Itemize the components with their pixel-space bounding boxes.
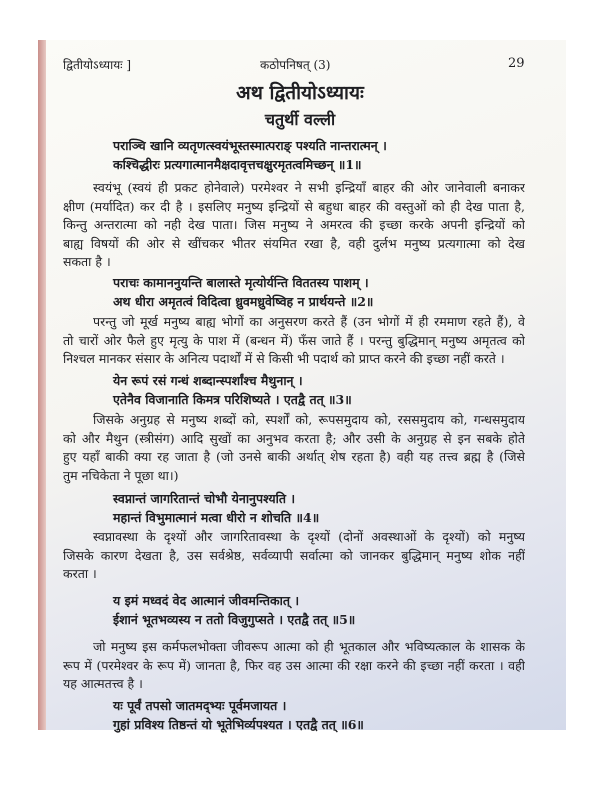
paragraph-line: तुम नचिकेता ने पूछा था।) [63, 467, 179, 483]
paragraph-line: क्षीण (मर्यादित) कर दी है । इसलिए मनुष्य इन्द्रियों से बहुधा बाहर की वस्तुओं को ही देख पाता है, [63, 198, 525, 214]
verse-line: यः पूर्वं तपसो जातमद्भ्यः पूर्वमजायत । [113, 698, 287, 713]
verse-line: ईशानं भूतभव्यस्य न ततो विजुगुप्सते । एतद्वै तत् ॥5॥ [113, 612, 356, 627]
verse-line: येन रूपं रसं गन्धं शब्दान्स्पर्शांश्च मैथुनान् । [113, 373, 303, 388]
verse-line: गुहां प्रविश्य तिष्ठन्तं यो भूतेभिर्व्यपश्यत । एतद्वै तत् ॥6॥ [113, 717, 364, 732]
running-header-left: द्वितीयोऽध्यायः ] [63, 58, 132, 72]
page-number: 29 [508, 56, 525, 71]
sanskrit-verse [113, 136, 387, 174]
sanskrit-verse [113, 696, 364, 734]
verse-line: य इमं मध्वदं वेद आत्मानं जीवमन्तिकात् । [113, 593, 300, 608]
paragraph-line: निश्चल मानकर संसार के अनित्य पदार्थों में से किसी भी पदार्थ को प्राप्त करने की इच्छा नहीं करते । [63, 351, 505, 366]
sanskrit-verse [113, 489, 319, 527]
hindi-paragraph [63, 528, 525, 584]
verse-line: पराञ्चि खानि व्यतृणत्स्वयंभूस्तस्मात्पराङ् पश्यति नान्तरात्मन् । [113, 138, 387, 153]
paragraph-line: जिसके अनुग्रह से मनुष्य शब्दों को, स्पर्शों को, रूपसमुदाय को, रससमुदाय को, गन्धसमुदाय [93, 412, 525, 427]
verse-line: कश्चिद्धीरः प्रत्यगात्मानमैक्षदावृत्तचक्षुरमृतत्वमिच्छन् ॥1॥ [113, 157, 362, 172]
paragraph-line: बाह्य विषयों की ओर से खींचकर भीतर संयमित रखा है, वही दुर्लभ मनुष्य प्रत्यगात्मा को देख [63, 235, 525, 251]
sanskrit-verse [113, 591, 355, 629]
paragraph-line: किन्तु अन्तरात्मा को नही देख पाता। जिस मनुष्य ने अमरत्व की इच्छा करके अपनी इन्द्रियों को [63, 217, 525, 232]
running-header-title: कठोपनिषत् (3) [260, 58, 331, 72]
paragraph-line: तो चारों ओर फैले हुए मृत्यु के पाश में (बन्धन में) फँस जाते हैं । परन्तु बुद्धिमान् मनुष्य अमृतत्व को [63, 332, 525, 348]
hindi-paragraph [63, 411, 525, 485]
paragraph-line: यह आत्मतत्त्व है । [63, 676, 143, 691]
paragraph-line: सकता है । [63, 254, 111, 269]
paragraph-line: स्वप्नावस्था के दृश्यों और जागरितावस्था के दृश्यों (दोनों अवस्थाओं के दृश्यों) को मनुष्य [93, 529, 525, 544]
verse-line: पराचः कामाननुयन्ति बालास्ते मृत्योर्यन्ति विततस्य पाशम् । [113, 275, 369, 290]
paragraph-line: स्वयंभू (स्वयं ही प्रकट होनेवाले) परमेश्वर ने सभी इन्द्रियाँ बाहर की ओर जानेवाली बनाकर [93, 180, 525, 195]
sanskrit-verse [113, 371, 352, 409]
paragraph-line: हुए यहाँ बाकी क्या रह जाता है (जो उनसे बाकी अर्थात् शेष रहता है) वही यह तत्त्व ब्रह्म है (जिसे [63, 449, 525, 464]
hindi-paragraph [63, 638, 525, 694]
hindi-paragraph [63, 313, 525, 369]
hindi-paragraph [63, 179, 525, 272]
paragraph-line: को और मैथुन (स्त्रीसंग) आदि सुखों का अनुभव करता है; और उसी के अनुग्रह से इन सबके होते [63, 430, 525, 446]
chapter-title: अथ द्वितीयोऽध्यायः [236, 82, 364, 104]
sanskrit-verse [113, 273, 373, 311]
paragraph-line: करता । [63, 566, 97, 581]
paragraph-line: जिसके कारण देखता है, उस सर्वश्रेष्ठ, सर्वव्यापी सर्वात्मा को जानकर बुद्धिमान् मनुष्य शोक नहीं [63, 547, 525, 563]
paragraph-line: जो मनुष्य इस कर्मफलभोक्ता जीवरूप आत्मा को ही भूतकाल और भविष्यत्काल के शासक के [93, 639, 525, 654]
verse-line: अथ धीरा अमृतत्वं विदित्वा ध्रुवमध्रुवेष्विह न प्रार्थयन्ते ॥2॥ [113, 294, 374, 309]
verse-line: महान्तं विभुमात्मानं मत्वा धीरो न शोचति ॥4॥ [113, 510, 320, 525]
verse-line: एतेनैव विजानाति किमत्र परिशिष्यते । एतद्वै तत् ॥3॥ [113, 392, 352, 407]
section-subtitle: चतुर्थी वल्ली [264, 110, 336, 129]
verse-line: स्वप्नान्तं जागरितान्तं चोभौ येनानुपश्यति । [113, 491, 296, 506]
paragraph-line: परन्तु जो मूर्ख मनुष्य बाह्य भोगों का अनुसरण करते हैं (उन भोगों में ही रममाण रहते हैं), वे [93, 314, 525, 329]
book-spine [38, 40, 46, 730]
paragraph-line: रूप में (परमेश्वर के रूप में) जानता है, फिर वह उस आत्मा की रक्षा करने की इच्छा नहीं करता । वही [63, 657, 525, 673]
